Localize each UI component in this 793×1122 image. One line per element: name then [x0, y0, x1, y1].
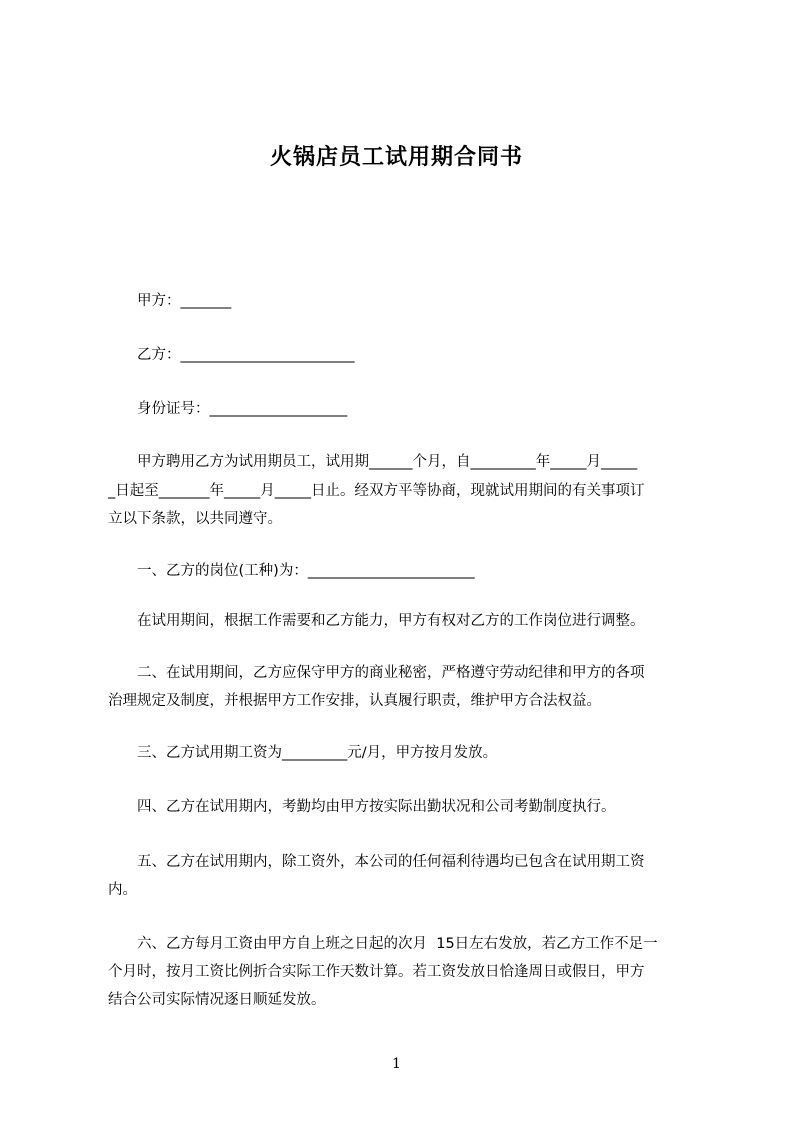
intro-line: _日起至_______年_____月_____日止。经双方平等协商，现就试用期间的有关事项订	[108, 483, 645, 499]
clause-6-line: 个月时，按月工资比例折合实际工作天数计算。若工资发放日恰逢周日或假日，甲方	[108, 964, 645, 980]
clause-5-line: 内。	[108, 882, 137, 898]
page-title: 火锅店员工试用期合同书	[269, 145, 523, 170]
id-number-line: 身份证号：___________________	[137, 401, 348, 417]
clause-4-line: 四、乙方在试用期内，考勤均由甲方按实际出勤状况和公司考勤制度执行。	[137, 799, 616, 815]
clause-adjustment-line: 在试用期间，根据工作需要和乙方能力，甲方有权对乙方的工作岗位进行调整。	[137, 613, 645, 629]
party-a-line: 甲方：_______	[137, 293, 232, 309]
clause-2-line: 二、在试用期间，乙方应保守甲方的商业秘密，严格遵守劳动纪律和甲方的各项	[137, 665, 645, 681]
party-b-line: 乙方：________________________	[137, 347, 355, 363]
page-number: 1	[392, 1056, 401, 1072]
clause-3-line: 三、乙方试用期工资为_________元/月，甲方按月发放。	[137, 745, 498, 761]
clause-2-line: 治理规定及制度，并根据甲方工作安排，认真履行职责，维护甲方合法权益。	[108, 693, 601, 709]
intro-line: 甲方聘用乙方为试用期员工，试用期______个月，自_________年_____月_____	[137, 454, 638, 470]
clause-5-line: 五、乙方在试用期内，除工资外，本公司的任何福利待遇均已包含在试用期工资	[137, 854, 645, 870]
clause-1-line: 一、乙方的岗位(工种)为：_______________________	[137, 563, 475, 579]
intro-line: 立以下条款，以共同遵守。	[108, 511, 282, 527]
clause-6-line: 结合公司实际情况逐日顺延发放。	[108, 992, 326, 1008]
clause-6-line: 六、乙方每月工资由甲方自上班之日起的次月 15日左右发放，若乙方工作不足一	[137, 936, 658, 952]
